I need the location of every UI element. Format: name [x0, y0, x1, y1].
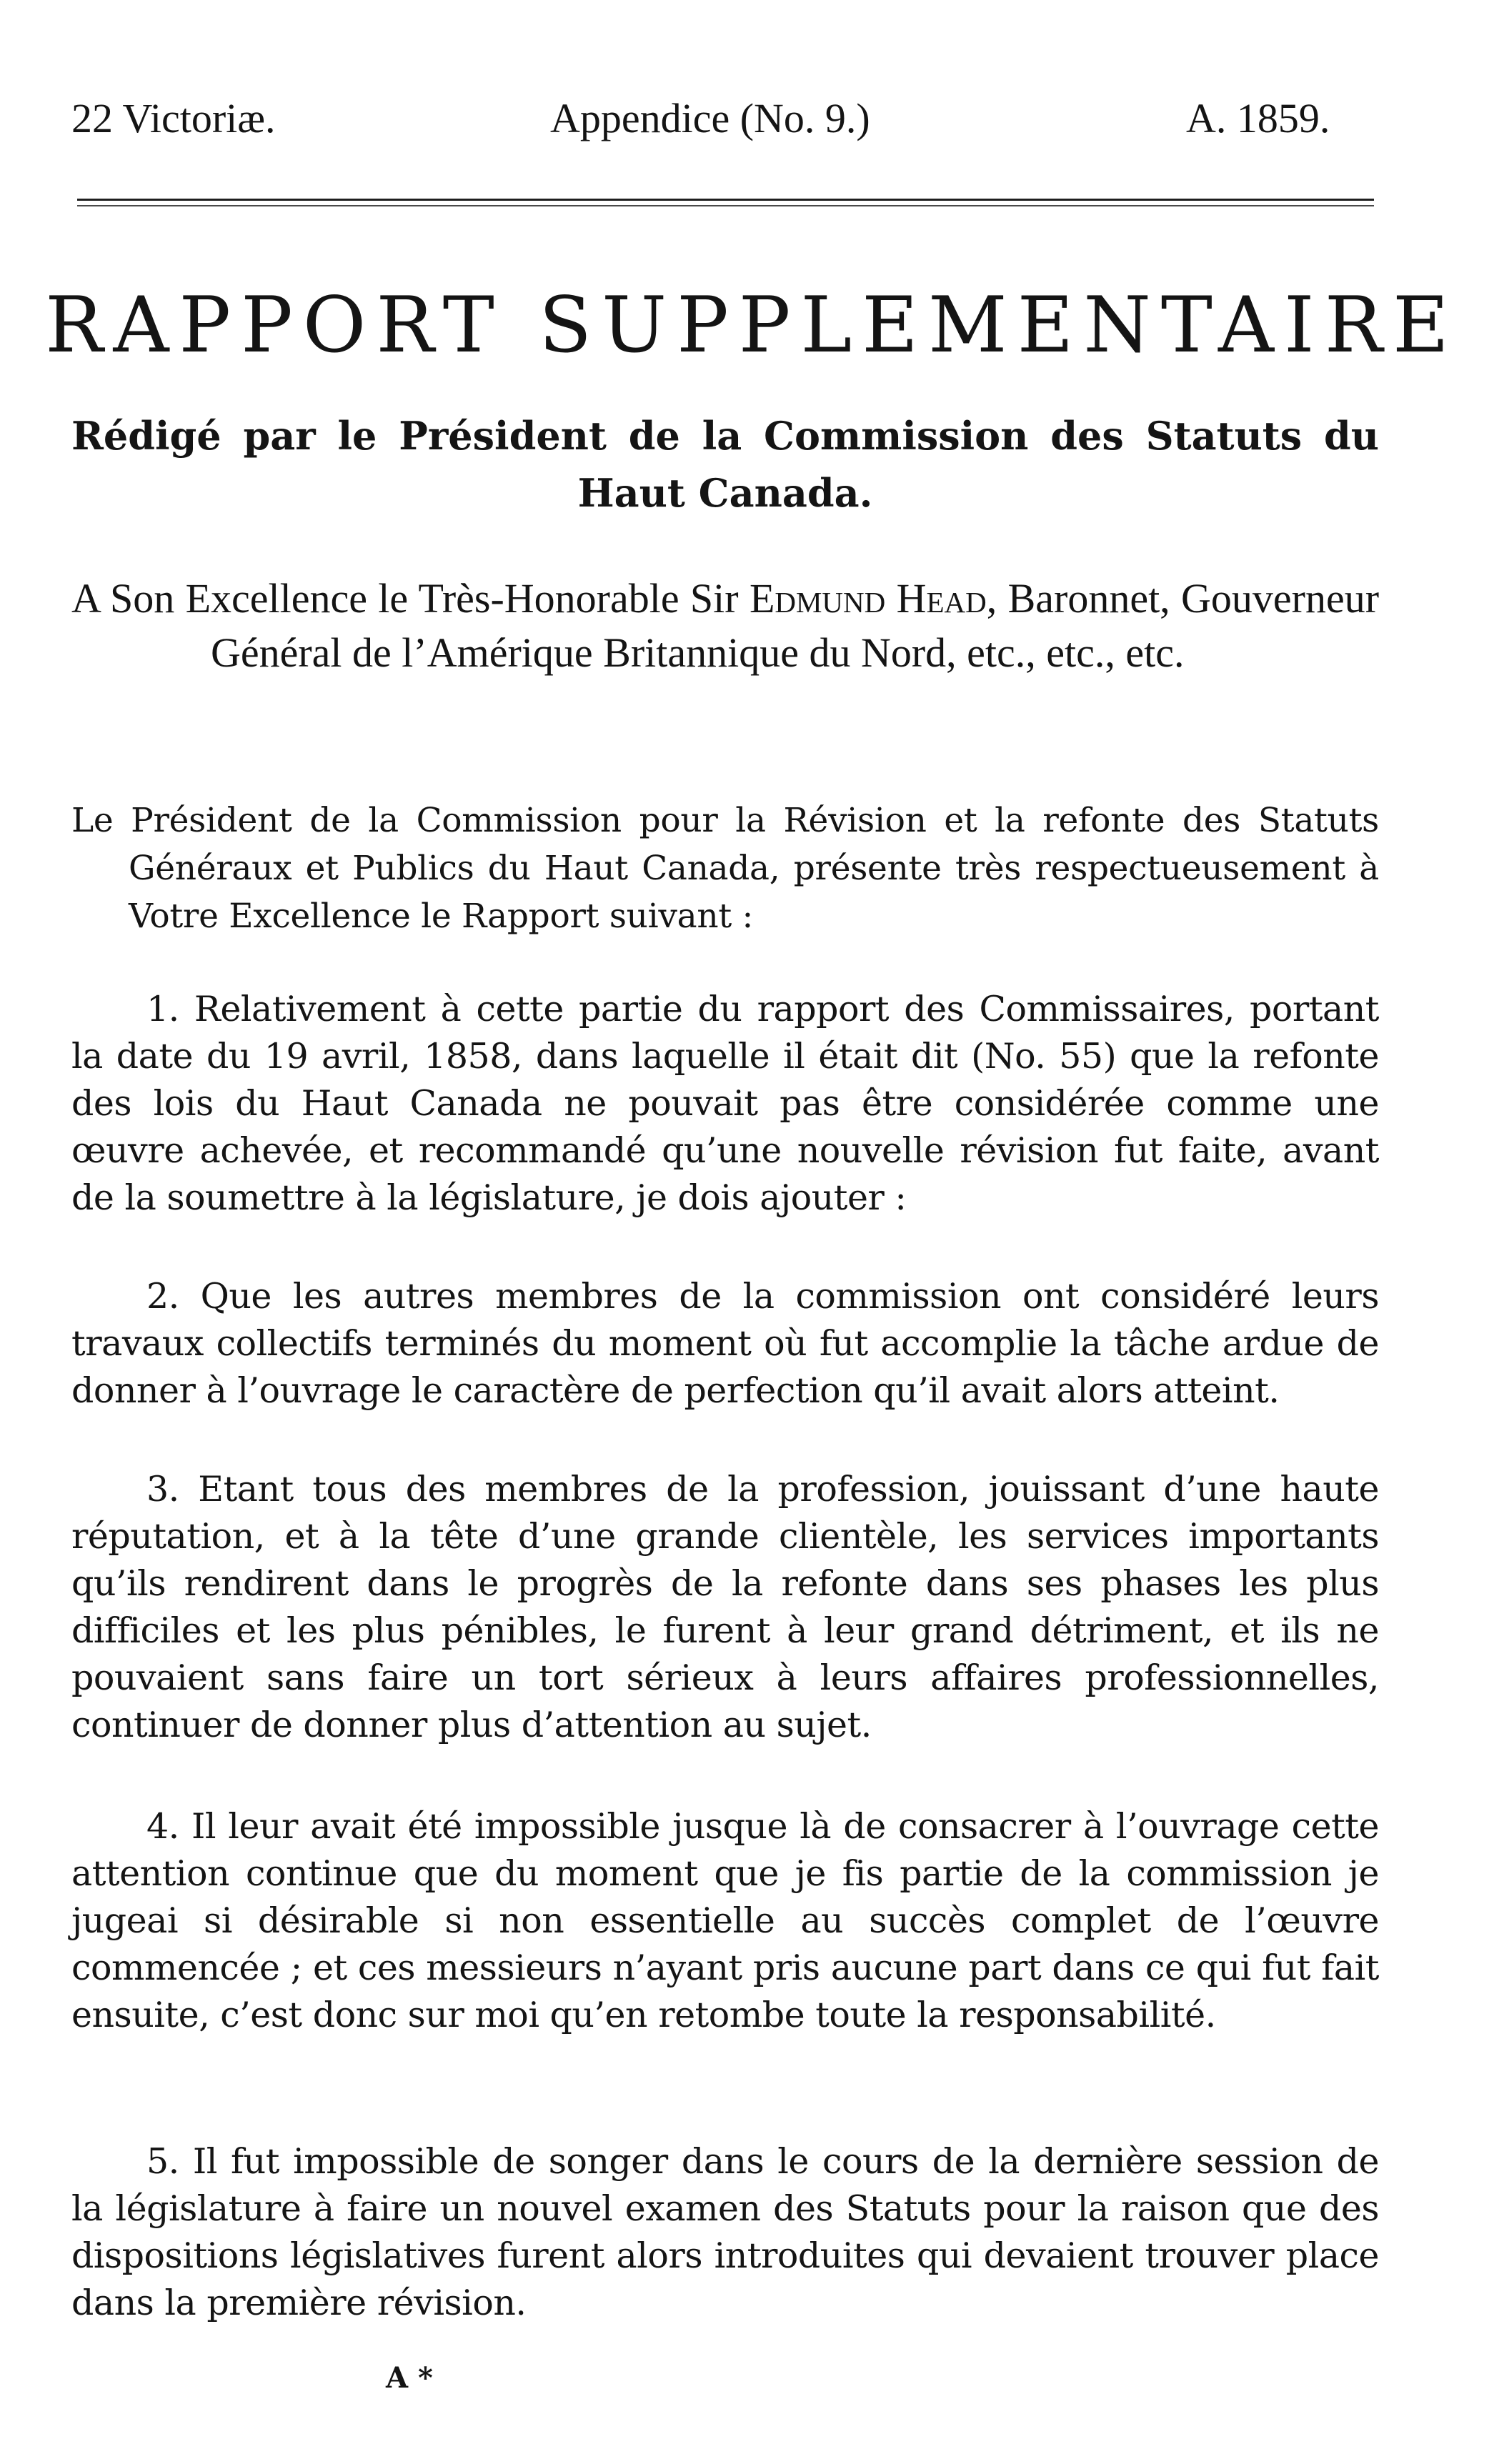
running-head — [0, 94, 1504, 159]
paragraph-2: 2. Que les autres membres de la commission ont considéré leurs travaux collectifs terminés du moment où fut accomplie la tâche ardue de donner à l’ouvrage le caractère de perfection qu’il avait alors atteint. — [71, 1276, 1379, 1411]
address-line — [71, 572, 1379, 680]
document-subtitle: Rédigé par le Président de la Commission des Statuts du Haut Canada. — [71, 413, 1379, 516]
running-head-left: 22 Victoriæ. — [71, 95, 276, 141]
paragraph-4: 4. Il leur avait été impossible jusque là de consacrer à l’ouvrage cette attention continue que du moment que je fis partie de la commission je jugeai si désirable si non essentielle au succès complet de l’œuvre commencée ; et ces messieurs n’ayant pris aucune part dans ce qui fut fait ensuite, c’est donc sur moi qu’en retombe toute la responsabilité. — [71, 1806, 1379, 2035]
paragraph-1: 1. Relativement à cette partie du rapport des Commissaires, portant la date du 19 avril, 1858, dans laquelle il était dit (No. 55) que la refonte des lois du Haut Canada ne pouvait pas être considérée comme une œuvre achevée, et recommandé qu’une nouvelle révision fut faite, avant de la soumettre à la législature, je dois ajouter : — [71, 989, 1379, 1218]
running-head-center: Appendice (No. 9.) — [550, 95, 870, 141]
address-prefix: A Son Excellence le Très-Honorable Sir — [71, 575, 749, 622]
paragraph-5: 5. Il fut impossible de songer dans le cours de la dernière session de la législature à faire un nouvel examen des Statuts pour la raison que des dispositions législatives furent alors introduites qui devaient trouver place dans la première révision. — [71, 2141, 1379, 2323]
address-suffix: , Baronnet, Gouverneur Général de l’Amérique Britannique du Nord, etc., etc., etc. — [211, 575, 1380, 676]
running-head-right: A. 1859. — [1186, 95, 1330, 141]
address-name: Edmund Head — [749, 575, 987, 622]
intro-paragraph: Le Président de la Commission pour la Révision et la refonte des Statuts Généraux et Publics du Haut Canada, présente très respectueusement à Votre Excellence le Rapport suivant : — [71, 801, 1379, 936]
paragraph-3: 3. Etant tous des membres de la profession, jouissant d’une haute réputation, et à la tête d’une grande clientèle, les services importants qu’ils rendirent dans le progrès de la refonte dans ses phases les plus difficiles et les plus pénibles, le furent à leur grand détriment, et ils ne pouvaient sans faire un tort sérieux à leurs affaires professionnelles, continuer de donner plus d’attention au sujet. — [71, 1469, 1379, 1745]
signature-mark: A * — [386, 2361, 433, 2395]
header-rule — [77, 199, 1374, 201]
document-title: RAPPORT SUPPLEMENTAIRE — [45, 281, 1459, 370]
